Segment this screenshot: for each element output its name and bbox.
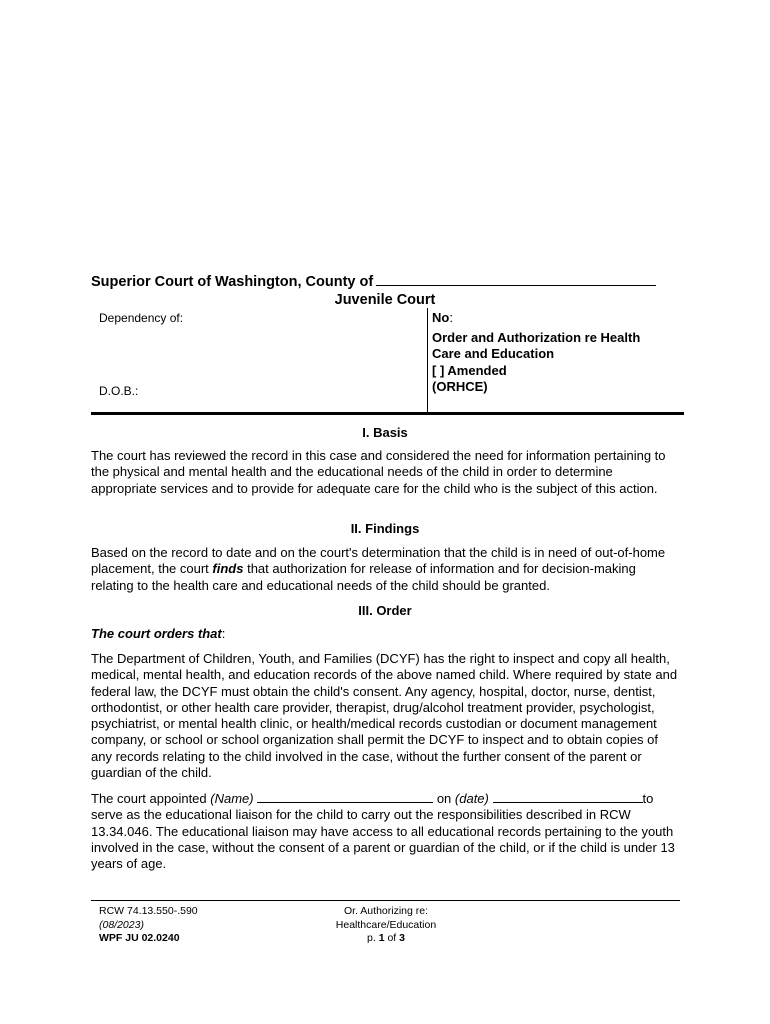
order-heading: III. Order — [358, 603, 412, 618]
doc-title-line2: Care and Education — [432, 346, 555, 361]
page-prefix: p. — [367, 932, 379, 944]
caption-bottom-rule — [91, 412, 684, 415]
court-title-text: Superior Court of Washington, County of — [91, 274, 374, 290]
footer-page — [311, 932, 461, 946]
page-of: of — [384, 932, 400, 944]
case-number — [432, 310, 640, 327]
appointment-rest: serve as the educational liaison for the child to carry out the responsibilities described in RCW 13.34.046. The educational liaison may have access to all educational records pertaining to the youth involved in the case, without the consent of a parent or guardian of the child, or if the child is under 13 years of age. — [91, 807, 675, 872]
footer-left — [99, 905, 198, 946]
footer-date: (08/2023) — [99, 918, 144, 931]
footer-form-no: WPF JU 02.0240 — [99, 932, 180, 944]
page-total: 3 — [399, 932, 405, 944]
doc-title-line1: Order and Authorization re Health — [432, 329, 641, 345]
appointed-lead: The court appointed — [91, 791, 211, 806]
footer-mid-line1: Or. Authorizing re: — [343, 905, 429, 917]
dependency-label: Dependency of: — [99, 311, 184, 325]
page-num: 1 — [378, 932, 385, 944]
doc-abbrev: (ORHCE) — [432, 379, 488, 394]
orders-lead — [91, 626, 681, 642]
to-text: to — [642, 791, 654, 806]
findings-text — [91, 545, 681, 594]
caption-right — [432, 310, 640, 396]
court-title — [91, 272, 656, 290]
footer-mid-line2: Healthcare/Education — [335, 918, 437, 931]
findings-text-b: that authorization for release of information and for decision-making relating to the health care and educational needs of the child should be granted. — [91, 561, 636, 593]
findings-emph: finds — [212, 561, 244, 577]
footer-middle — [311, 905, 461, 946]
footer-rule — [91, 900, 680, 901]
amended-checkbox[interactable]: [ ] Amended — [432, 362, 507, 378]
footer-rcw: RCW 74.13.550-.590 — [99, 905, 198, 917]
order-text: The Department of Children, Youth, and Families (DCYF) has the right to inspect and copy all health, medical, mental health, and education records of the above named child. Where required by state and federal law, the DCYF must obtain the child's consent. Any agency, hospital, doctor, nurse, dentist, orthodontist, or other health care provider, therapist, drug/alcohol treatment provider, psychologist, psychiatrist, or mental health clinic, or health/medical records custodian or document management company, or school or school organization shall permit the DCYF to inspect and to obtain copies of any records relating to the child involved in the case, without the further consent of the parent or guardian of the child. — [91, 651, 678, 781]
basis-text: The court has reviewed the record in this case and considered the need for information pertaining to the physical and mental health and the educational needs of the child in order to determine appropriate services and to provide for adequate care for the child who is the subject of this action. — [91, 448, 666, 496]
case-number-label: No — [432, 310, 450, 325]
date-blank[interactable] — [493, 790, 643, 803]
basis-heading: I. Basis — [362, 425, 408, 440]
dob-label: D.O.B.: — [99, 384, 139, 398]
county-blank[interactable] — [376, 272, 656, 286]
orders-lead-text: The court orders that — [91, 626, 222, 641]
appointment-text — [91, 790, 681, 872]
caption-divider — [427, 308, 428, 413]
name-label: (Name) — [210, 791, 254, 806]
case-number-colon: : — [449, 310, 453, 325]
findings-heading: II. Findings — [350, 521, 420, 536]
findings-text-a: Based on the record to date and on the court's determination that the child is in need of out-of-home placement, the court — [91, 545, 666, 577]
orders-lead-colon: : — [221, 626, 226, 641]
court-subtitle: Juvenile Court — [334, 292, 436, 308]
on-text: on — [433, 791, 455, 806]
name-blank[interactable] — [257, 790, 433, 803]
date-label: (date) — [454, 791, 489, 806]
